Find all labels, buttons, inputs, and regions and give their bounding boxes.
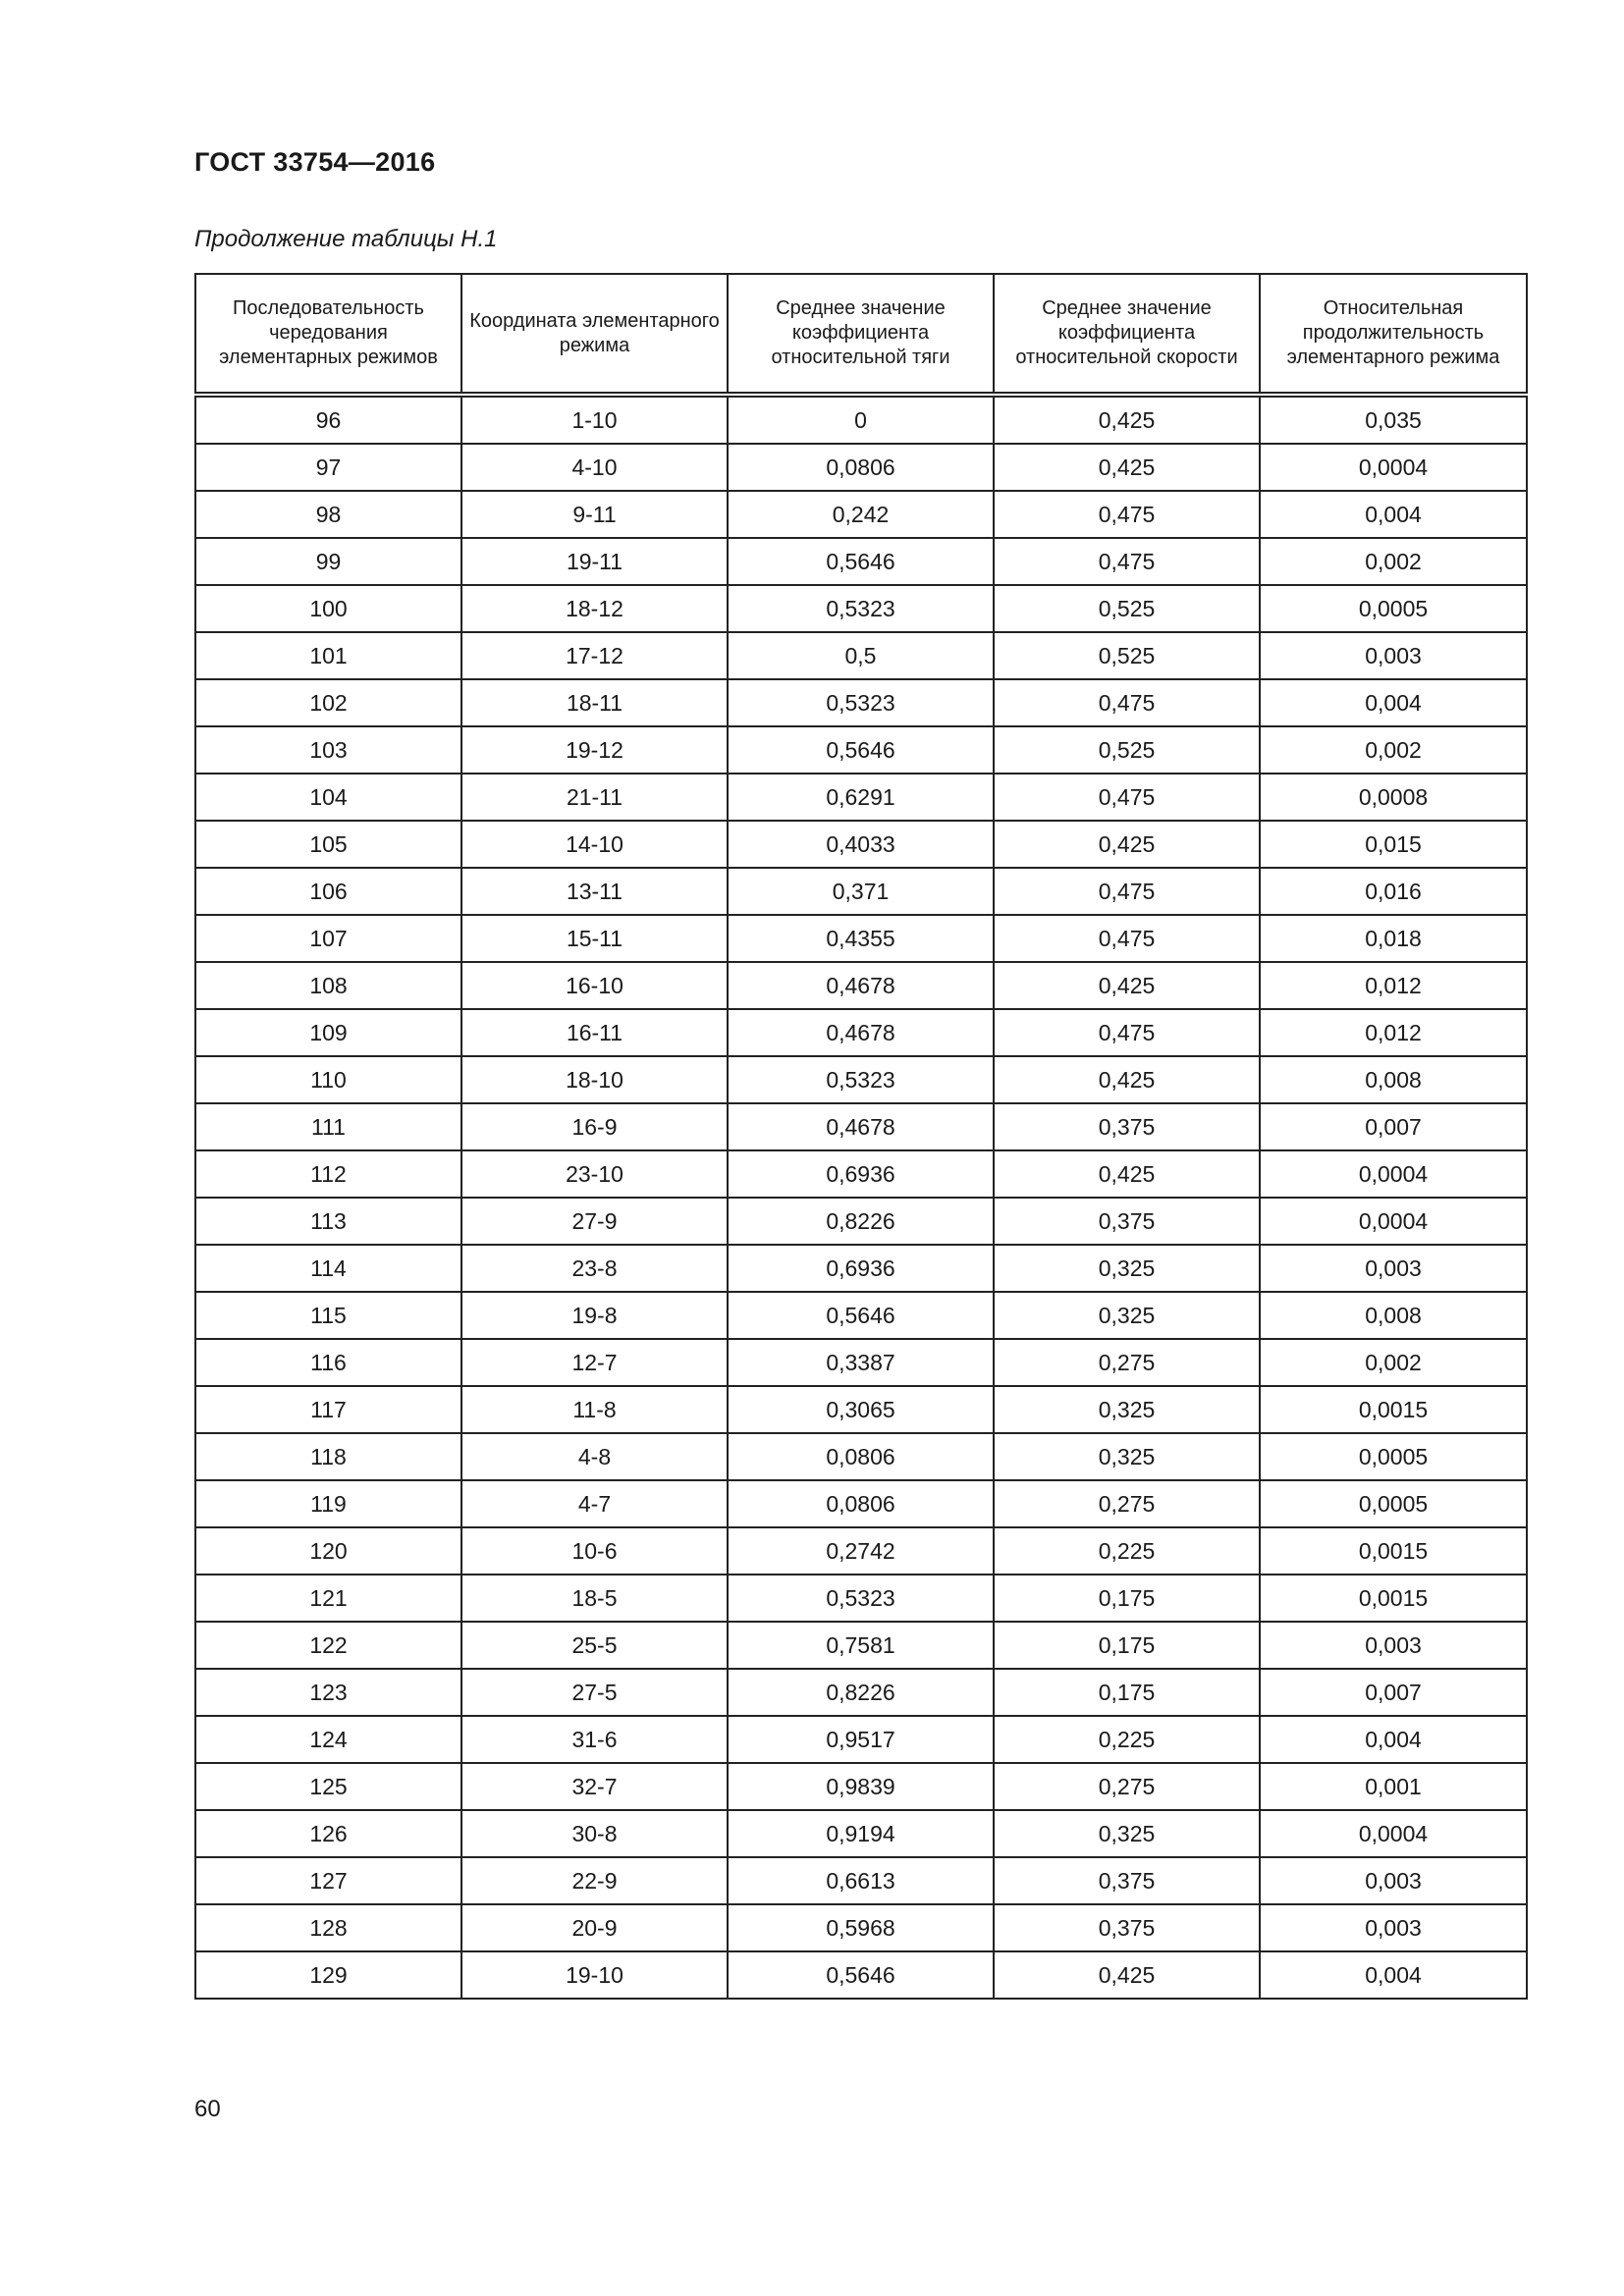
cell-thrust: 0,9517 [728,1716,994,1763]
cell-coordinate: 9-11 [461,491,728,538]
cell-thrust: 0,3387 [728,1339,994,1386]
cell-speed: 0,275 [994,1763,1260,1810]
table-row [195,1575,1527,1622]
cell-speed: 0,375 [994,1103,1260,1150]
cell-coordinate: 1-10 [461,395,728,444]
cell-speed: 0,175 [994,1622,1260,1669]
cell-thrust: 0,5646 [728,1292,994,1339]
cell-thrust: 0,5323 [728,679,994,726]
cell-duration: 0,015 [1260,821,1527,868]
cell-duration: 0,0005 [1260,1433,1527,1480]
column-header-thrust-coefficient: Среднее значение коэффициента относительной тяги [728,274,994,395]
cell-duration: 0,012 [1260,1009,1527,1056]
cell-sequence: 126 [195,1810,461,1857]
table-caption: Продолжение таблицы Н.1 [194,226,498,252]
cell-coordinate: 22-9 [461,1857,728,1904]
cell-thrust: 0,6613 [728,1857,994,1904]
cell-sequence: 101 [195,632,461,679]
cell-speed: 0,425 [994,1056,1260,1103]
cell-duration: 0,0008 [1260,774,1527,821]
cell-duration: 0,0015 [1260,1386,1527,1433]
cell-thrust: 0,9194 [728,1810,994,1857]
table-row [195,1339,1527,1386]
cell-duration: 0,004 [1260,1951,1527,1999]
table-row [195,1103,1527,1150]
cell-sequence: 98 [195,491,461,538]
cell-speed: 0,525 [994,585,1260,632]
cell-coordinate: 19-12 [461,726,728,774]
cell-sequence: 119 [195,1480,461,1527]
cell-sequence: 128 [195,1904,461,1951]
cell-duration: 0,003 [1260,1622,1527,1669]
table-row [195,585,1527,632]
table-row [195,1292,1527,1339]
cell-sequence: 122 [195,1622,461,1669]
cell-coordinate: 11-8 [461,1386,728,1433]
cell-speed: 0,475 [994,491,1260,538]
cell-duration: 0,035 [1260,395,1527,444]
table-row [195,1480,1527,1527]
cell-sequence: 114 [195,1245,461,1292]
cell-duration: 0,008 [1260,1056,1527,1103]
cell-thrust: 0,0806 [728,444,994,491]
cell-coordinate: 16-9 [461,1103,728,1150]
table-row [195,538,1527,585]
cell-coordinate: 12-7 [461,1339,728,1386]
cell-sequence: 106 [195,868,461,915]
table-row [195,1198,1527,1245]
cell-coordinate: 4-7 [461,1480,728,1527]
cell-coordinate: 18-10 [461,1056,728,1103]
cell-sequence: 105 [195,821,461,868]
cell-coordinate: 27-5 [461,1669,728,1716]
cell-sequence: 104 [195,774,461,821]
cell-thrust: 0,8226 [728,1669,994,1716]
cell-speed: 0,475 [994,915,1260,962]
cell-thrust: 0,9839 [728,1763,994,1810]
cell-sequence: 97 [195,444,461,491]
cell-thrust: 0,3065 [728,1386,994,1433]
cell-coordinate: 16-10 [461,962,728,1009]
cell-duration: 0,004 [1260,491,1527,538]
cell-duration: 0,0015 [1260,1575,1527,1622]
table-row [195,1810,1527,1857]
cell-speed: 0,325 [994,1433,1260,1480]
table-row [195,679,1527,726]
table-body [195,395,1527,1999]
cell-sequence: 123 [195,1669,461,1716]
table-row [195,774,1527,821]
cell-sequence: 107 [195,915,461,962]
cell-sequence: 112 [195,1150,461,1198]
cell-duration: 0,003 [1260,1245,1527,1292]
cell-thrust: 0,6936 [728,1150,994,1198]
cell-duration: 0,0004 [1260,444,1527,491]
cell-thrust: 0,5 [728,632,994,679]
cell-speed: 0,275 [994,1339,1260,1386]
cell-coordinate: 19-10 [461,1951,728,1999]
table-row [195,821,1527,868]
table-row [195,1245,1527,1292]
cell-speed: 0,375 [994,1904,1260,1951]
table-row [195,1056,1527,1103]
table-row [195,915,1527,962]
table-row [195,1904,1527,1951]
cell-duration: 0,003 [1260,1904,1527,1951]
cell-coordinate: 19-8 [461,1292,728,1339]
column-header-speed-coefficient: Среднее значение коэффициента относительной скорости [994,274,1260,395]
cell-coordinate: 18-5 [461,1575,728,1622]
cell-sequence: 116 [195,1339,461,1386]
table-row [195,1763,1527,1810]
cell-coordinate: 14-10 [461,821,728,868]
table-row [195,1386,1527,1433]
cell-thrust: 0,5646 [728,1951,994,1999]
cell-duration: 0,002 [1260,726,1527,774]
cell-coordinate: 30-8 [461,1810,728,1857]
cell-sequence: 129 [195,1951,461,1999]
header-row [195,274,1527,395]
cell-duration: 0,0004 [1260,1198,1527,1245]
cell-thrust: 0,5323 [728,1575,994,1622]
cell-duration: 0,0005 [1260,585,1527,632]
cell-sequence: 113 [195,1198,461,1245]
cell-sequence: 108 [195,962,461,1009]
cell-duration: 0,004 [1260,679,1527,726]
cell-sequence: 125 [195,1763,461,1810]
cell-duration: 0,0015 [1260,1527,1527,1575]
cell-coordinate: 19-11 [461,538,728,585]
cell-speed: 0,225 [994,1716,1260,1763]
cell-speed: 0,275 [994,1480,1260,1527]
cell-coordinate: 4-8 [461,1433,728,1480]
cell-speed: 0,475 [994,774,1260,821]
cell-thrust: 0,5323 [728,585,994,632]
cell-duration: 0,003 [1260,632,1527,679]
cell-thrust: 0,2742 [728,1527,994,1575]
cell-speed: 0,425 [994,444,1260,491]
table-header [195,274,1527,395]
cell-speed: 0,375 [994,1857,1260,1904]
cell-thrust: 0,371 [728,868,994,915]
table-row [195,1716,1527,1763]
cell-sequence: 110 [195,1056,461,1103]
page-number: 60 [194,2096,221,2122]
column-header-relative-duration: Относительная продолжительность элементарного режима [1260,274,1527,395]
cell-duration: 0,004 [1260,1716,1527,1763]
cell-sequence: 117 [195,1386,461,1433]
column-header-sequence: Последовательность чередования элементарных режимов [195,274,461,395]
cell-speed: 0,425 [994,962,1260,1009]
cell-duration: 0,0005 [1260,1480,1527,1527]
cell-thrust: 0,4678 [728,962,994,1009]
cell-thrust: 0,5646 [728,538,994,585]
cell-speed: 0,175 [994,1669,1260,1716]
cell-coordinate: 23-8 [461,1245,728,1292]
cell-duration: 0,012 [1260,962,1527,1009]
cell-sequence: 120 [195,1527,461,1575]
table-container [194,273,1526,2000]
cell-sequence: 124 [195,1716,461,1763]
cell-sequence: 115 [195,1292,461,1339]
cell-thrust: 0,5968 [728,1904,994,1951]
cell-duration: 0,007 [1260,1103,1527,1150]
cell-coordinate: 23-10 [461,1150,728,1198]
cell-coordinate: 15-11 [461,915,728,962]
cell-sequence: 102 [195,679,461,726]
table-row [195,1857,1527,1904]
cell-duration: 0,0004 [1260,1810,1527,1857]
table-row [195,1009,1527,1056]
cell-coordinate: 4-10 [461,444,728,491]
table-row [195,395,1527,444]
cell-speed: 0,475 [994,868,1260,915]
cell-sequence: 99 [195,538,461,585]
column-header-coordinate: Координата элементарного режима [461,274,728,395]
table-row [195,868,1527,915]
cell-speed: 0,525 [994,632,1260,679]
cell-duration: 0,007 [1260,1669,1527,1716]
cell-sequence: 111 [195,1103,461,1150]
cell-sequence: 96 [195,395,461,444]
cell-thrust: 0,6936 [728,1245,994,1292]
cell-coordinate: 17-12 [461,632,728,679]
cell-coordinate: 32-7 [461,1763,728,1810]
cell-thrust: 0,7581 [728,1622,994,1669]
cell-coordinate: 18-12 [461,585,728,632]
cell-coordinate: 13-11 [461,868,728,915]
cell-duration: 0,002 [1260,1339,1527,1386]
cell-thrust: 0,5323 [728,1056,994,1103]
cell-thrust: 0,0806 [728,1480,994,1527]
cell-coordinate: 21-11 [461,774,728,821]
cell-thrust: 0,0806 [728,1433,994,1480]
cell-speed: 0,425 [994,821,1260,868]
cell-sequence: 103 [195,726,461,774]
cell-duration: 0,001 [1260,1763,1527,1810]
cell-duration: 0,0004 [1260,1150,1527,1198]
cell-speed: 0,425 [994,1150,1260,1198]
cell-duration: 0,008 [1260,1292,1527,1339]
cell-duration: 0,002 [1260,538,1527,585]
table-row [195,444,1527,491]
document-id: ГОСТ 33754—2016 [194,147,436,177]
cell-coordinate: 10-6 [461,1527,728,1575]
cell-speed: 0,475 [994,679,1260,726]
cell-duration: 0,003 [1260,1857,1527,1904]
table-row [195,632,1527,679]
cell-sequence: 118 [195,1433,461,1480]
cell-coordinate: 27-9 [461,1198,728,1245]
cell-sequence: 109 [195,1009,461,1056]
table-row [195,491,1527,538]
cell-speed: 0,425 [994,395,1260,444]
cell-thrust: 0,4355 [728,915,994,962]
cell-sequence: 121 [195,1575,461,1622]
cell-thrust: 0,4033 [728,821,994,868]
cell-thrust: 0 [728,395,994,444]
cell-thrust: 0,4678 [728,1103,994,1150]
cell-sequence: 127 [195,1857,461,1904]
cell-thrust: 0,6291 [728,774,994,821]
table-row [195,1951,1527,1999]
cell-thrust: 0,4678 [728,1009,994,1056]
cell-coordinate: 20-9 [461,1904,728,1951]
table-row [195,1150,1527,1198]
cell-speed: 0,325 [994,1292,1260,1339]
cell-speed: 0,325 [994,1810,1260,1857]
cell-speed: 0,425 [994,1951,1260,1999]
cell-speed: 0,375 [994,1198,1260,1245]
cell-sequence: 100 [195,585,461,632]
cell-coordinate: 18-11 [461,679,728,726]
data-table [194,273,1528,2000]
cell-speed: 0,175 [994,1575,1260,1622]
cell-speed: 0,475 [994,1009,1260,1056]
cell-thrust: 0,5646 [728,726,994,774]
cell-speed: 0,325 [994,1245,1260,1292]
cell-speed: 0,525 [994,726,1260,774]
table-row [195,1433,1527,1480]
cell-speed: 0,475 [994,538,1260,585]
table-row [195,1622,1527,1669]
table-row [195,726,1527,774]
table-row [195,1669,1527,1716]
cell-speed: 0,325 [994,1386,1260,1433]
cell-speed: 0,225 [994,1527,1260,1575]
table-row [195,1527,1527,1575]
cell-thrust: 0,8226 [728,1198,994,1245]
table-row [195,962,1527,1009]
cell-coordinate: 16-11 [461,1009,728,1056]
cell-duration: 0,018 [1260,915,1527,962]
cell-thrust: 0,242 [728,491,994,538]
cell-duration: 0,016 [1260,868,1527,915]
cell-coordinate: 31-6 [461,1716,728,1763]
cell-coordinate: 25-5 [461,1622,728,1669]
